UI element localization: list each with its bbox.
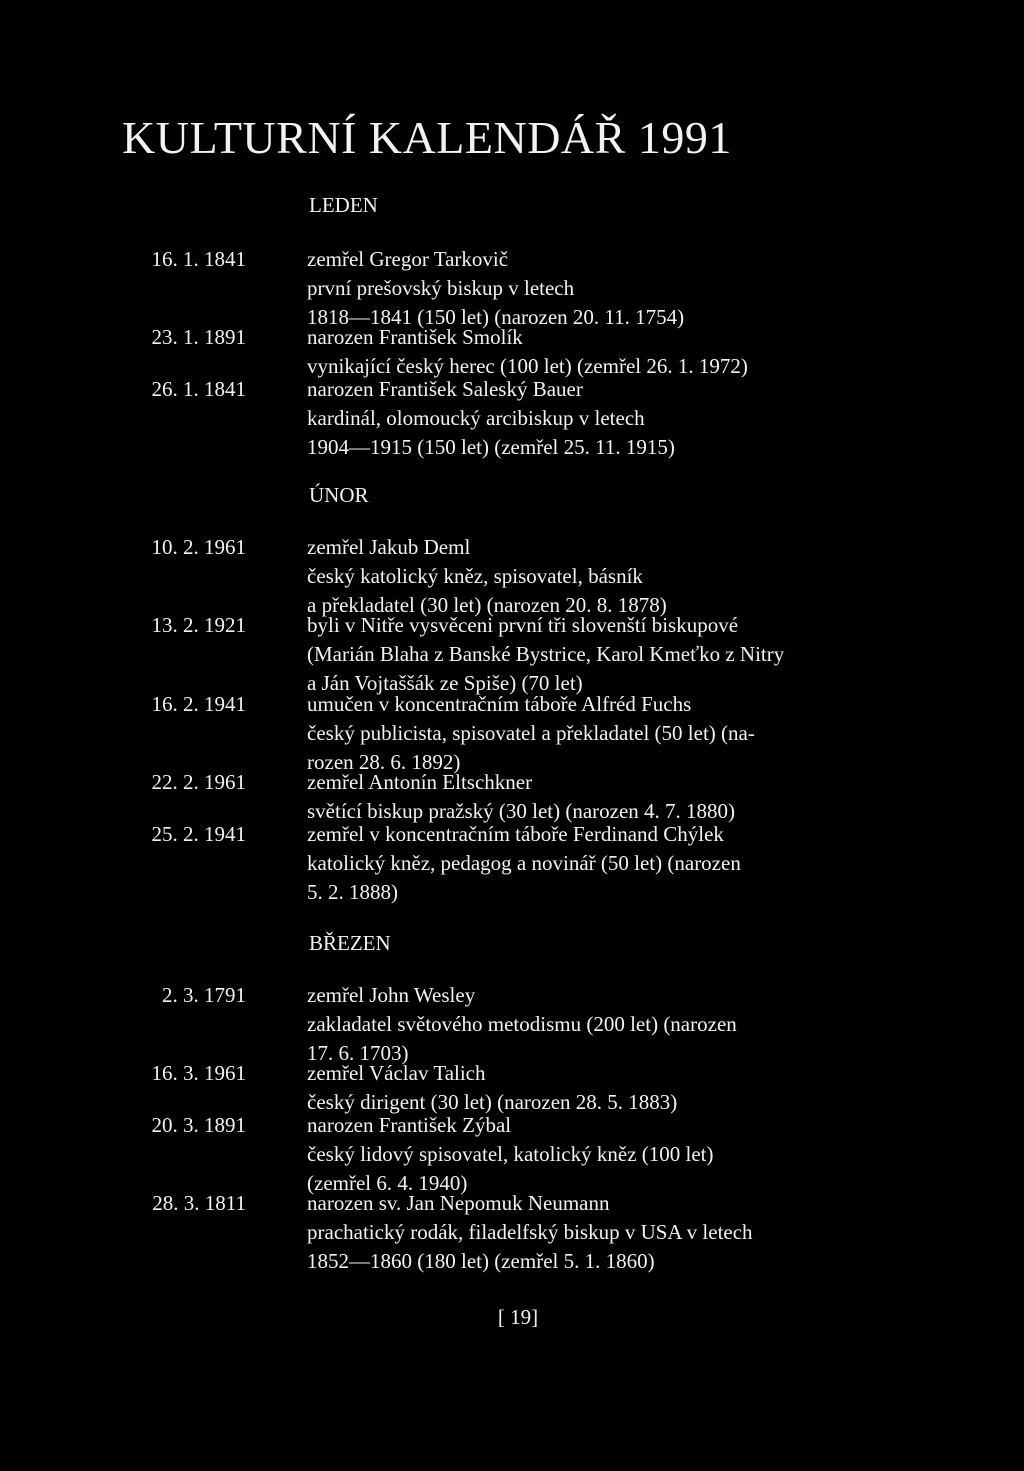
entry-line: 17. 6. 1703) bbox=[307, 1041, 409, 1065]
entry-line: a překladatel (30 let) (narozen 20. 8. 1878) bbox=[307, 593, 667, 617]
month-heading-leden: LEDEN bbox=[309, 193, 378, 217]
entry-line: umučen v koncentračním táboře Alfréd Fuchs bbox=[307, 692, 692, 716]
entry-date: 20. 3. 1891 bbox=[151, 1113, 246, 1137]
entry-line: narozen František Smolík bbox=[307, 325, 523, 349]
entry-line: byli v Nitře vysvěceni první tři slovenští biskupové bbox=[307, 613, 739, 637]
entry-description bbox=[307, 1059, 907, 1117]
entry-description bbox=[307, 690, 907, 777]
entry-description bbox=[307, 533, 907, 620]
entry-description bbox=[307, 611, 907, 698]
entry-date: 28. 3. 1811 bbox=[152, 1191, 246, 1215]
month-heading-unor: ÚNOR bbox=[309, 483, 369, 507]
entry-line: 1852—1860 (180 let) (zemřel 5. 1. 1860) bbox=[307, 1249, 655, 1273]
page-number: [ 19] bbox=[497, 1305, 539, 1329]
entry-line: 1904—1915 (150 let) (zemřel 25. 11. 1915) bbox=[307, 435, 675, 459]
entry-line: český dirigent (30 let) (narozen 28. 5. 1883) bbox=[307, 1090, 678, 1114]
entry-date: 2. 3. 1791 bbox=[162, 983, 246, 1007]
entry-line: kardinál, olomoucký arcibiskup v letech bbox=[307, 406, 645, 430]
entry-line: rozen 28. 6. 1892) bbox=[307, 750, 461, 774]
entry-date: 13. 2. 1921 bbox=[151, 613, 246, 637]
entry-line: zemřel Gregor Tarkovič bbox=[307, 247, 509, 271]
entry-date: 16. 1. 1841 bbox=[151, 247, 246, 271]
entry-description bbox=[307, 245, 907, 332]
entry-line: zemřel Antonín Eltschkner bbox=[307, 770, 533, 794]
entry-date: 16. 2. 1941 bbox=[151, 692, 246, 716]
entry-line: (Marián Blaha z Banské Bystrice, Karol Kmeťko z Nitry bbox=[307, 642, 785, 666]
entry-date: 22. 2. 1961 bbox=[151, 770, 246, 794]
entry-line: zemřel Jakub Deml bbox=[307, 535, 471, 559]
month-heading-brezen: BŘEZEN bbox=[309, 931, 391, 955]
entry-line: narozen sv. Jan Nepomuk Neumann bbox=[307, 1191, 610, 1215]
entry-description bbox=[307, 323, 907, 381]
entry-line: světící biskup pražský (30 let) (narozen 4. 7. 1880) bbox=[307, 799, 736, 823]
entry-line: zakladatel světového metodismu (200 let) (narozen bbox=[307, 1012, 737, 1036]
entry-line: katolický kněz, pedagog a novinář (50 let) (narozen bbox=[307, 851, 741, 875]
entry-date: 16. 3. 1961 bbox=[151, 1061, 246, 1085]
entry-date: 10. 2. 1961 bbox=[151, 535, 246, 559]
entry-date: 23. 1. 1891 bbox=[151, 325, 246, 349]
entry-line: zemřel Václav Talich bbox=[307, 1061, 486, 1085]
entry-line: český publicista, spisovatel a překladatel (50 let) (na- bbox=[307, 721, 755, 745]
entry-line: narozen František Saleský Bauer bbox=[307, 377, 583, 401]
entry-line: prachatický rodák, filadelfský biskup v USA v letech bbox=[307, 1220, 753, 1244]
page-title: KULTURNÍ KALENDÁŘ 1991 bbox=[122, 112, 732, 163]
entry-line: vynikající český herec (100 let) (zemřel 26. 1. 1972) bbox=[307, 354, 748, 378]
entry-line: 5. 2. 1888) bbox=[307, 880, 398, 904]
entry-description bbox=[307, 981, 907, 1068]
entry-line: 1818—1841 (150 let) (narozen 20. 11. 1754) bbox=[307, 305, 685, 329]
entry-line: (zemřel 6. 4. 1940) bbox=[307, 1171, 468, 1195]
entry-date: 25. 2. 1941 bbox=[151, 822, 246, 846]
entry-line: a Ján Vojtaššák ze Spiše) (70 let) bbox=[307, 671, 583, 695]
entry-line: zemřel John Wesley bbox=[307, 983, 476, 1007]
entry-date: 26. 1. 1841 bbox=[151, 377, 246, 401]
entry-line: český lidový spisovatel, katolický kněz (100 let) bbox=[307, 1142, 714, 1166]
entry-description bbox=[307, 1111, 907, 1198]
entry-line: zemřel v koncentračním táboře Ferdinand Chýlek bbox=[307, 822, 724, 846]
entry-description bbox=[307, 768, 907, 826]
entry-description bbox=[307, 820, 907, 907]
entry-line: narozen František Zýbal bbox=[307, 1113, 512, 1137]
entry-line: první prešovský biskup v letech bbox=[307, 276, 575, 300]
entry-line: český katolický kněz, spisovatel, básník bbox=[307, 564, 643, 588]
entry-description bbox=[307, 1189, 907, 1276]
entry-description bbox=[307, 375, 907, 462]
